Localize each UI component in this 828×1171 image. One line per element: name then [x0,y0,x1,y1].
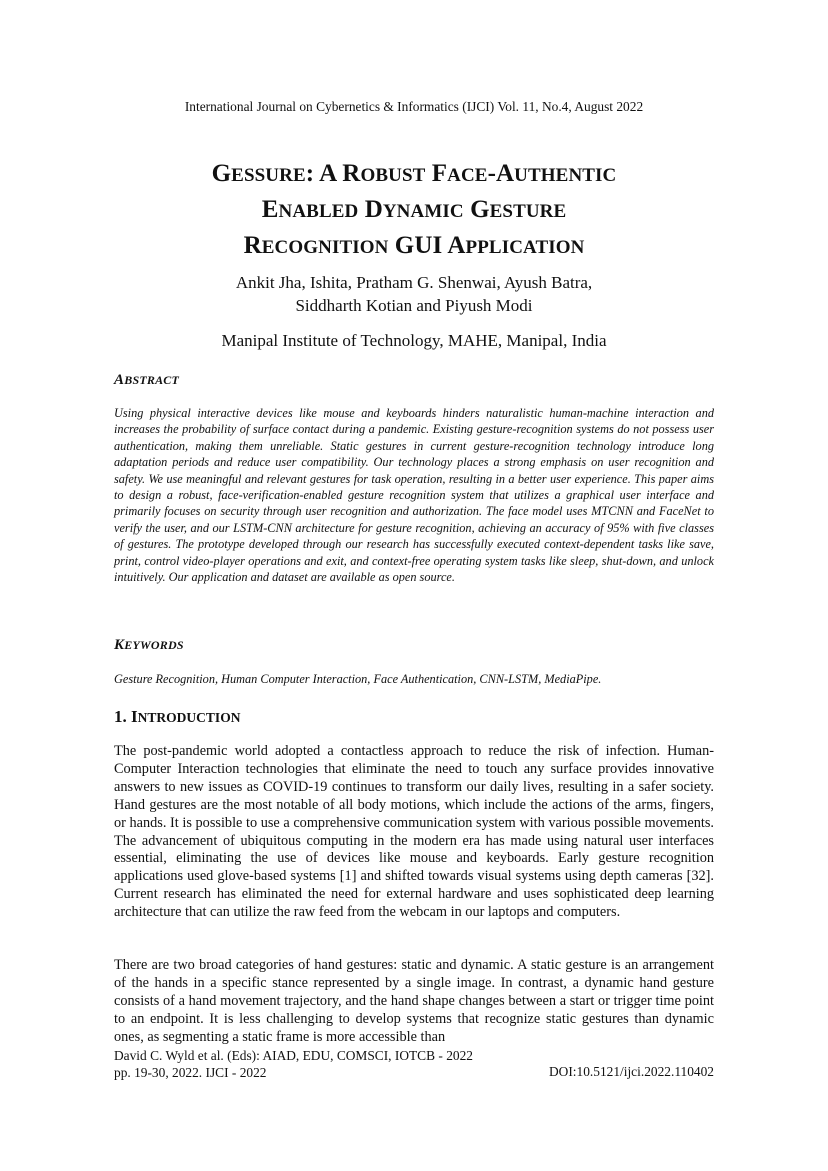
paper-title [100,157,728,265]
title-line: RECOGNITION GUI APPLICATION [243,232,585,259]
running-head: International Journal on Cybernetics & Informatics (IJCI) Vol. 11, No.4, August 2022 [184,99,644,114]
keywords-text: Gesture Recognition, Human Computer Interaction, Face Authentication, CNN-LSTM, MediaPipe. [114,672,602,686]
author-list [0,271,828,317]
abstract-heading: ABSTRACT [114,372,180,388]
footer-citation [114,1047,473,1081]
footer-doi: DOI:10.5121/ijci.2022.110402 [548,1064,714,1079]
affiliation: Manipal Institute of Technology, MAHE, Manipal, India [221,331,607,350]
author-line: Siddharth Kotian and Piyush Modi [295,296,533,315]
abstract-text: Using physical interactive devices like mouse and keyboards hinders naturalistic human-machine interaction and increases the probability of surface contact during a pandemic. Existing gesture-recognition systems do not possess user authentication, making them unreliable. Static gestures in current gesture-recognition technology introduce long adaptation periods and reduce user compatibility. Our technology places a strong emphasis on user recognition and safety. We use meaningful and relevant gestures for task operation, resulting in a better user experience. This paper aims to design a robust, face-verification-enabled gesture recognition system that utilizes a graphical user interface and primarily focuses on security through user recognition and authorization. The face model uses MTCNN and FaceNet to verify the user, and our LSTM-CNN architecture for gesture recognition, achieving an accuracy of 95% with five classes of gestures. The prototype developed through our research has successfully executed context-dependent tasks like save, print, control video-player operations and exit, and context-free operating system tasks like sleep, shut-down, and unlock intuitively. Our application and dataset are available as open source. [114,406,714,585]
introduction-paragraph: There are two broad categories of hand gestures: static and dynamic. A static gesture is an arrangement of the hands in a specific stance represented by a single image. In contrast, a dynamic hand gesture consists of a hand movement trajectory, and the hand shape changes between a start or trigger time point to an endpoint. It is less challenging to develop systems that recognize static gestures than dynamic ones, as segmenting a static frame is more accessible than [114,957,714,1045]
introduction-heading: 1. INTRODUCTION [114,707,241,726]
footer-pages: pp. 19-30, 2022. IJCI - 2022 [114,1065,267,1080]
introduction-paragraph: The post-pandemic world adopted a contactless approach to reduce the risk of infection. Human-Computer Interaction technologies that eliminate the need to touch any surface provides innovative answers to new issues as COVID-19 continues to transform our daily lives, resulting in a safer society. Hand gestures are the most notable of all body motions, which include the actions of the arms, fingers, or hands. It is possible to use a comprehensive communication system with various possible movements. The advancement of ubiquitous computing in the modern era has made using natural user interfaces essential, eliminating the use of devices like mouse and keyboards. Early gesture recognition applications used glove-based systems [1] and shifted towards visual systems using depth cameras [32]. Current research has eliminated the need for external hardware and uses sophisticated deep learning architecture that can utilize the raw feed from the webcam in our laptops and computers. [114,743,714,921]
author-line: Ankit Jha, Ishita, Pratham G. Shenwai, Ayush Batra, [235,273,593,292]
title-line: GESSURE: A ROBUST FACE-AUTHENTIC [211,160,617,187]
title-line: ENABLED DYNAMIC GESTURE [261,196,567,223]
footer-editors: David C. Wyld et al. (Eds): AIAD, EDU, COMSCI, IOTCB - 2022 [114,1048,473,1063]
keywords-heading: KEYWORDS [114,637,184,653]
